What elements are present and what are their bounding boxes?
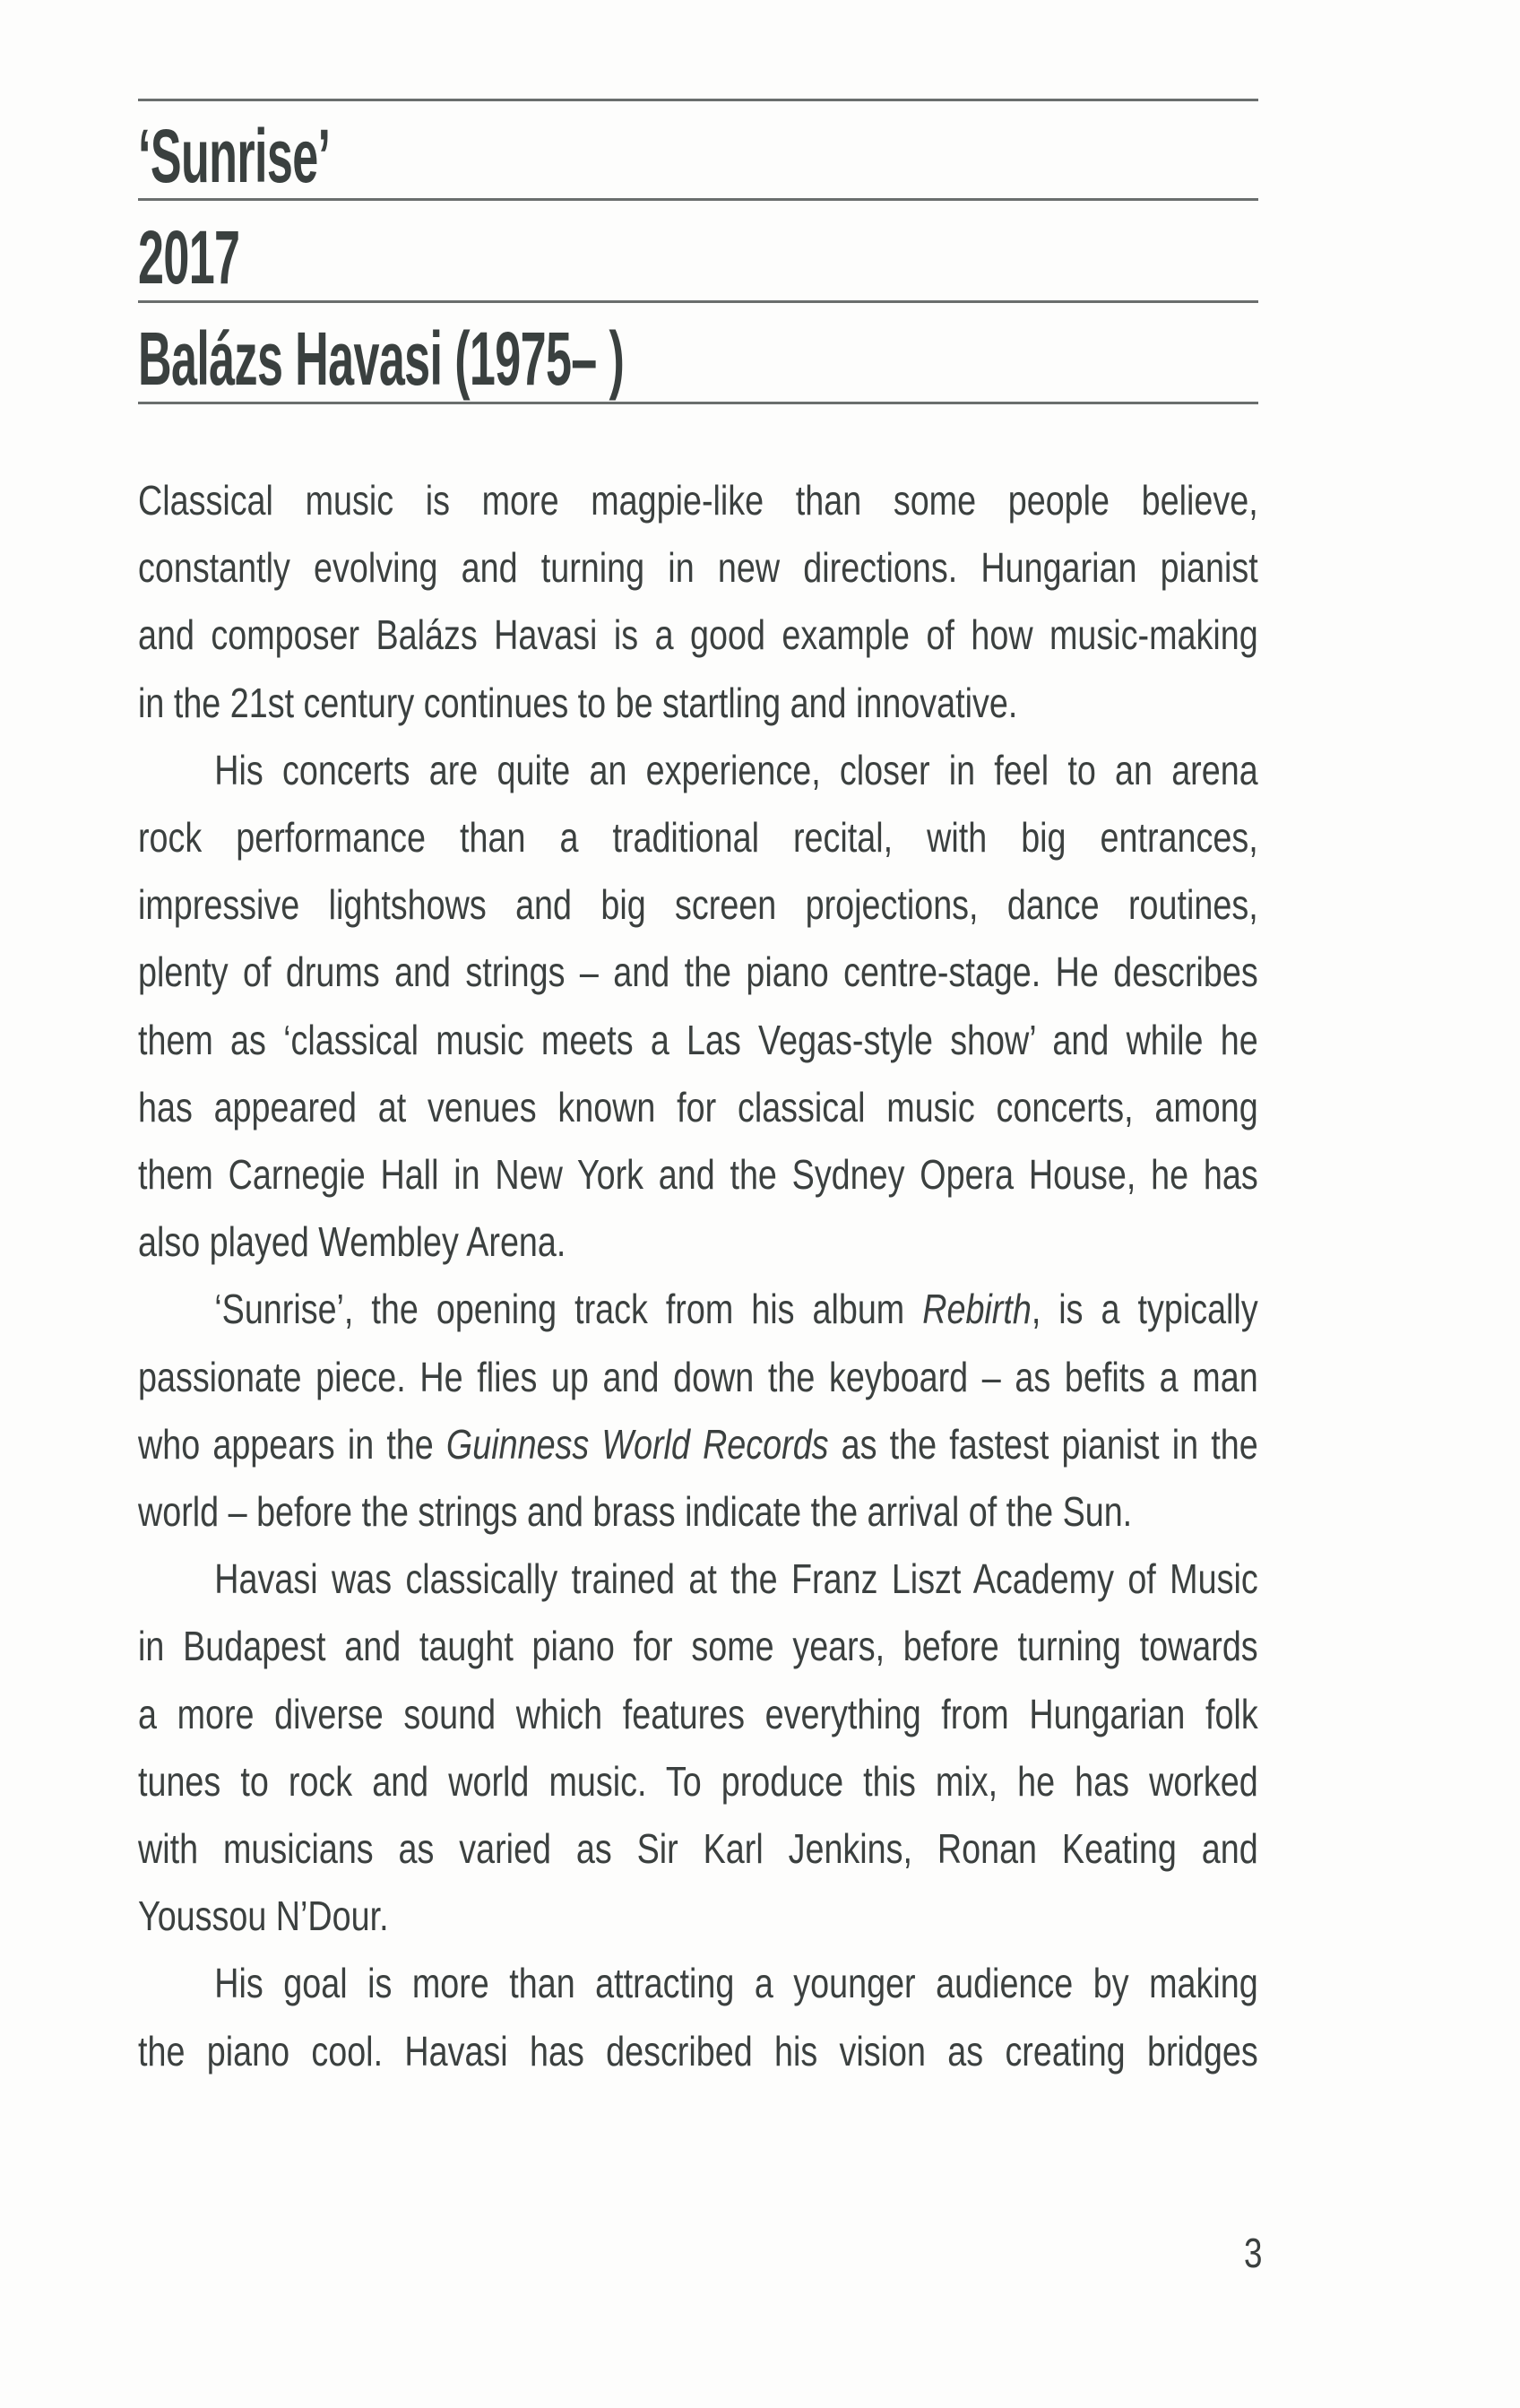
text-run: who appears in the (138, 1420, 446, 1468)
body-line (138, 1074, 1258, 1141)
body-line (138, 1546, 1258, 1613)
text-run: ‘Sunrise’, the opening track from his album (214, 1286, 923, 1333)
body-line (138, 1007, 1258, 1074)
page-number: 3 (1244, 2230, 1263, 2276)
text-run: a more diverse sound which features everything from Hungarian folk (138, 1690, 1258, 1737)
text-run: and composer Balázs Havasi is a good example of how music-making (138, 611, 1258, 659)
text-run: His goal is more than attracting a younger audience by making (214, 1960, 1258, 2007)
text-run: them as ‘classical music meets a Las Vegas-style show’ and while he (138, 1016, 1258, 1063)
body-line (138, 1681, 1258, 1748)
text-run: impressive lightshows and big screen projections, dance routines, (138, 881, 1258, 929)
text-run: rock performance than a traditional recital, with big entrances, (138, 814, 1258, 861)
text-run: in the 21st century continues to be startling and innovative. (138, 679, 1018, 726)
body-line (138, 1950, 1258, 2017)
piece-year: 2017 (138, 215, 240, 299)
text-run: tunes to rock and world music. To produce this mix, he has worked (138, 1757, 1258, 1805)
body-line (138, 467, 1258, 534)
body-line (138, 1411, 1258, 1478)
rule-2 (138, 198, 1258, 201)
text-run: plenty of drums and strings – and the piano centre-stage. He describes (138, 948, 1258, 996)
text-run: Havasi was classically trained at the Franz Liszt Academy of Music (214, 1555, 1258, 1603)
composer-name: Balázs Havasi (1975– ) (138, 316, 625, 401)
text-run: in Budapest and taught piano for some years, before turning towards (138, 1623, 1258, 1670)
body-line (138, 737, 1258, 804)
body-line (138, 1748, 1258, 1815)
text-run: constantly evolving and turning in new directions. Hungarian pianist (138, 544, 1258, 592)
body-line (138, 670, 1258, 737)
text-run: , is a typically (1031, 1286, 1258, 1333)
body-line (138, 1883, 1258, 1950)
body-line (138, 1815, 1258, 1883)
body-line (138, 939, 1258, 1006)
body-line (138, 871, 1258, 939)
piece-title: ‘Sunrise’ (138, 114, 331, 198)
text-run: passionate piece. He flies up and down the keyboard – as befits a man (138, 1353, 1258, 1400)
body-line (138, 534, 1258, 602)
text-run: with musicians as varied as Sir Karl Jenkins, Ronan Keating and (138, 1825, 1258, 1872)
text-run: Classical music is more magpie-like than some people believe, (138, 477, 1258, 524)
rule-top (138, 99, 1258, 101)
body-line (138, 1613, 1258, 1680)
rule-bottom (138, 402, 1258, 404)
text-run: them Carnegie Hall in New York and the Sydney Opera House, he has (138, 1151, 1258, 1198)
body-line (138, 1344, 1258, 1411)
body-line (138, 1208, 1258, 1276)
body-line (138, 602, 1258, 669)
text-run: the piano cool. Havasi has described his vision as creating bridges (138, 2027, 1258, 2075)
rule-3 (138, 300, 1258, 303)
text-run: as the fastest pianist in the (828, 1420, 1258, 1468)
body-line (138, 1276, 1258, 1343)
text-run: has appeared at venues known for classical music concerts, among (138, 1083, 1258, 1130)
italic-title: Rebirth (922, 1286, 1032, 1333)
italic-title: Guinness World Records (445, 1420, 829, 1468)
text-run: Youssou N’Dour. (138, 1893, 389, 1940)
text-run: His concerts are quite an experience, closer in feel to an arena (214, 746, 1258, 793)
body-line (138, 1141, 1258, 1208)
text-run: also played Wembley Arena. (138, 1218, 566, 1266)
body-line (138, 1478, 1258, 1546)
body-line (138, 804, 1258, 871)
body-line (138, 2018, 1258, 2085)
text-run: world – before the strings and brass indicate the arrival of the Sun. (138, 1488, 1133, 1535)
